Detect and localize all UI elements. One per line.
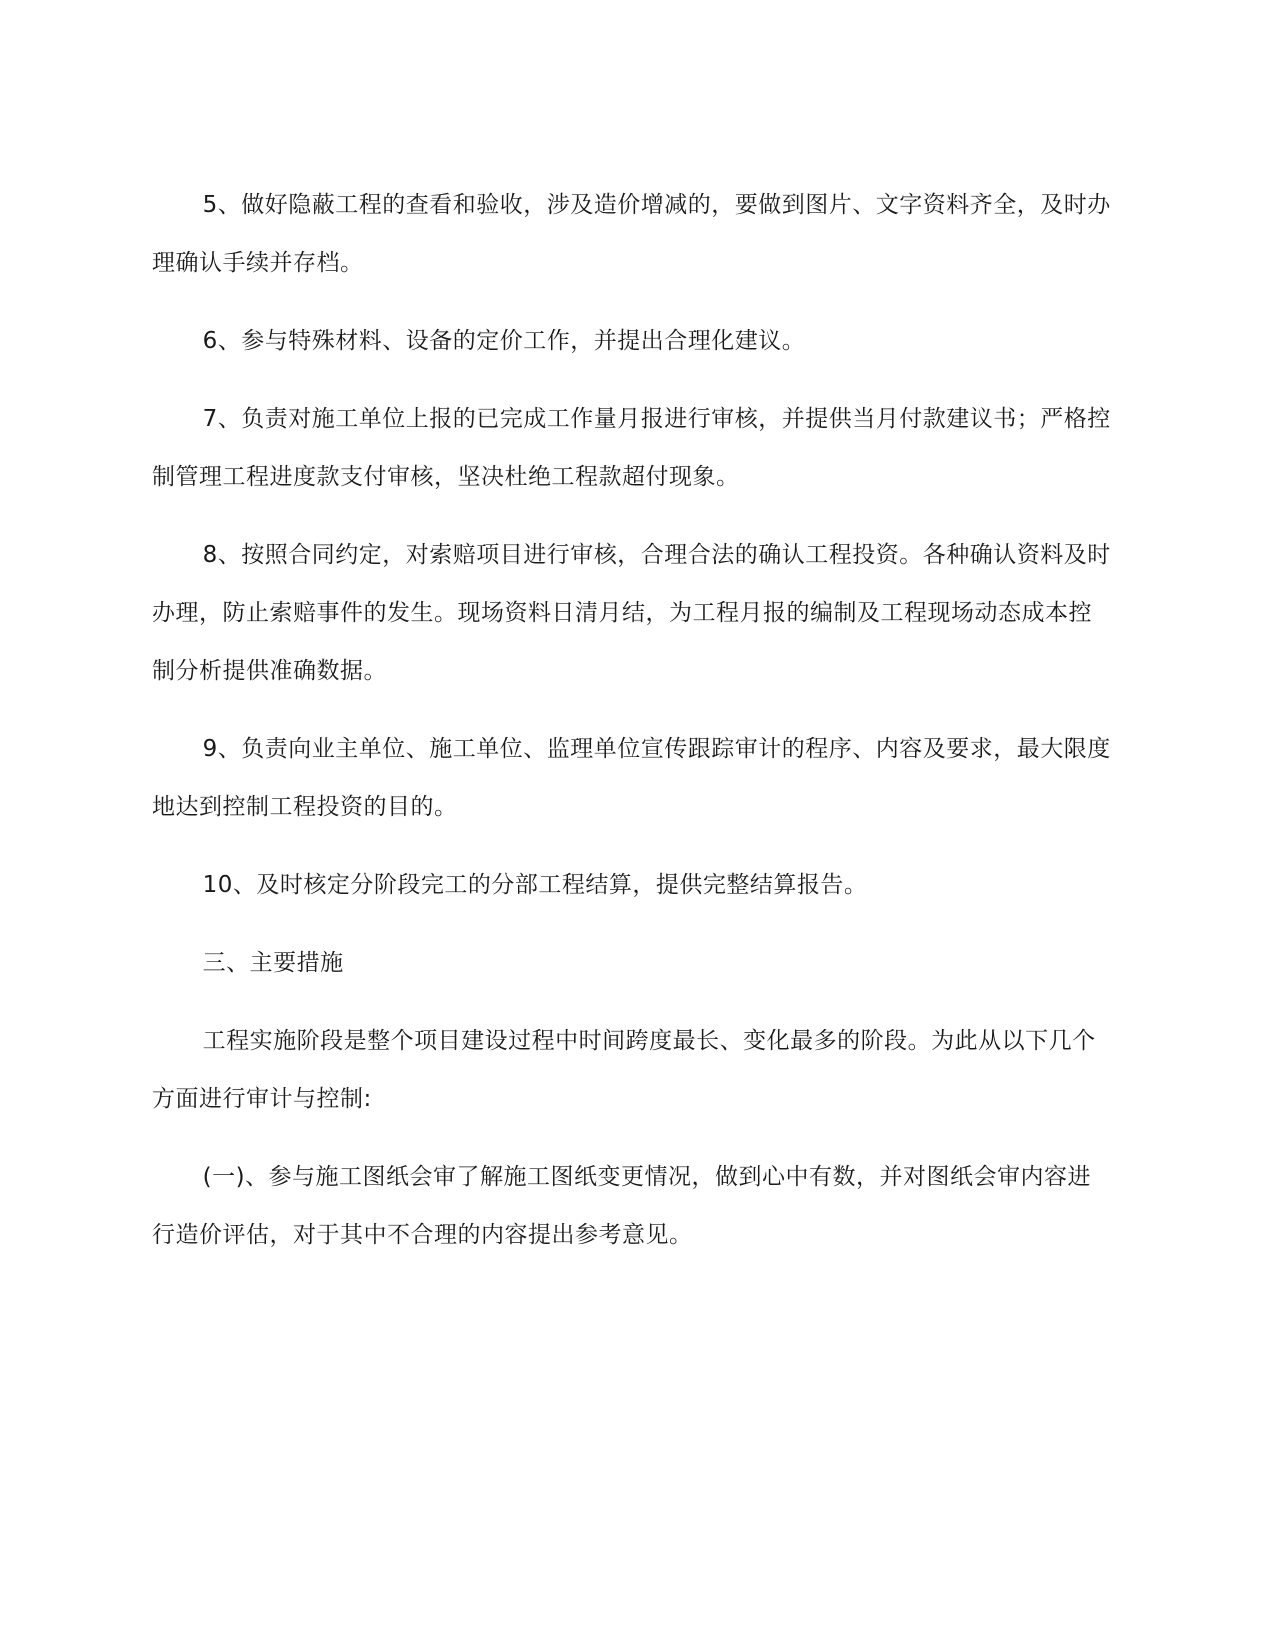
paragraph-measure-1: (一)、参与施工图纸会审了解施工图纸变更情况，做到心中有数，并对图纸会审内容进行造价评估，对于其中不合理的内容提出参考意见。 xyxy=(152,1164,1092,1248)
paragraph-item-7: 7、负责对施工单位上报的已完成工作量月报进行审核，并提供当月付款建议书；严格控制管理工程进度款支付审核，坚决杜绝工程款超付现象。 xyxy=(152,406,1111,490)
paragraph-item-10: 10、及时核定分阶段完工的分部工程结算，提供完整结算报告。 xyxy=(202,872,868,898)
paragraph-intro-measures: 工程实施阶段是整个项目建设过程中时间跨度最长、变化最多的阶段。为此从以下几个方面进行审计与控制: xyxy=(152,1028,1096,1112)
paragraph-item-9: 9、负责向业主单位、施工单位、监理单位宣传跟踪审计的程序、内容及要求，最大限度地达到控制工程投资的目的。 xyxy=(152,736,1111,820)
paragraph-item-5: 5、做好隐蔽工程的查看和验收，涉及造价增减的，要做到图片、文字资料齐全，及时办理确认手续并存档。 xyxy=(152,192,1111,276)
paragraph-item-6: 6、参与特殊材料、设备的定价工作，并提出合理化建议。 xyxy=(202,328,806,354)
document-body xyxy=(152,176,1112,1284)
paragraph-item-8: 8、按照合同约定，对索赔项目进行审核，合理合法的确认工程投资。各种确认资料及时办理，防止索赔事件的发生。现场资料日清月结，为工程月报的编制及工程现场动态成本控制分析提供准确数据。 xyxy=(152,542,1111,684)
section-heading-main-measures: 三、主要措施 xyxy=(202,950,344,976)
